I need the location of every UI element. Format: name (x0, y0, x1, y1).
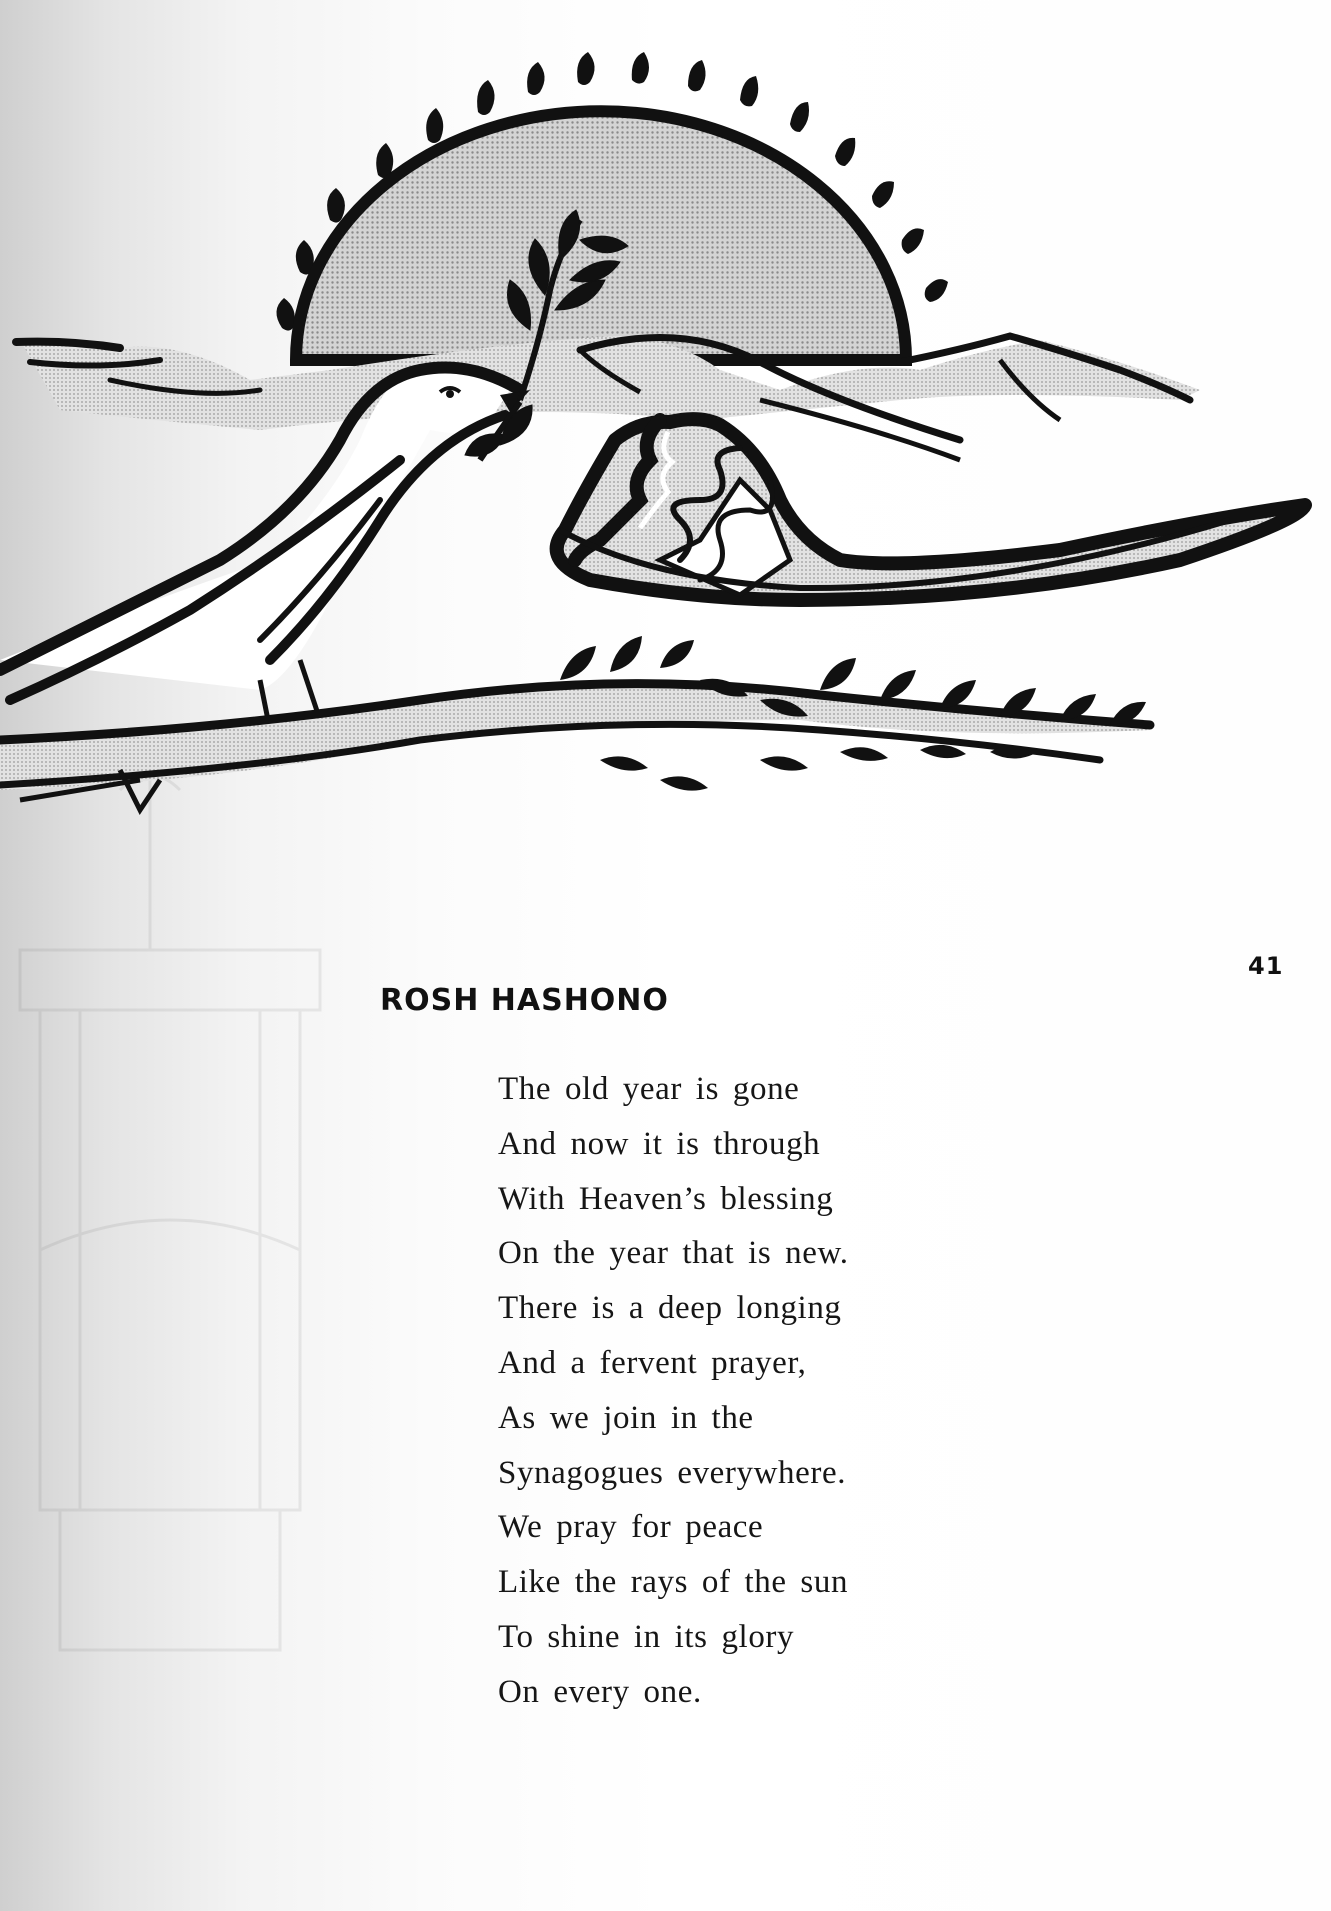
poem-line: As we join in the (498, 1399, 754, 1436)
poem-line: There is a deep longing (498, 1290, 842, 1327)
poem-line: We pray for peace (498, 1509, 764, 1546)
shofar (557, 419, 1305, 600)
poem-title: ROSH HASHONO (380, 983, 669, 1018)
poem-line: On the year that is new. (498, 1235, 849, 1272)
page-number: 41 (1248, 952, 1284, 980)
poem-line: On every one. (498, 1673, 702, 1710)
rosh-hashono-illustration (0, 40, 1331, 860)
poem-line: And a fervent prayer, (498, 1344, 807, 1381)
poem-line: Synagogues everywhere. (498, 1454, 847, 1491)
poem-line: With Heaven’s blessing (498, 1180, 834, 1217)
poem-line: Like the rays of the sun (498, 1564, 849, 1601)
poem-line: The old year is gone (498, 1071, 800, 1107)
poem-line: To shine in its glory (498, 1618, 795, 1655)
poem-line: And now it is through (498, 1125, 821, 1162)
poem-body (498, 1062, 1018, 1720)
show-through-sketch (0, 750, 420, 1850)
